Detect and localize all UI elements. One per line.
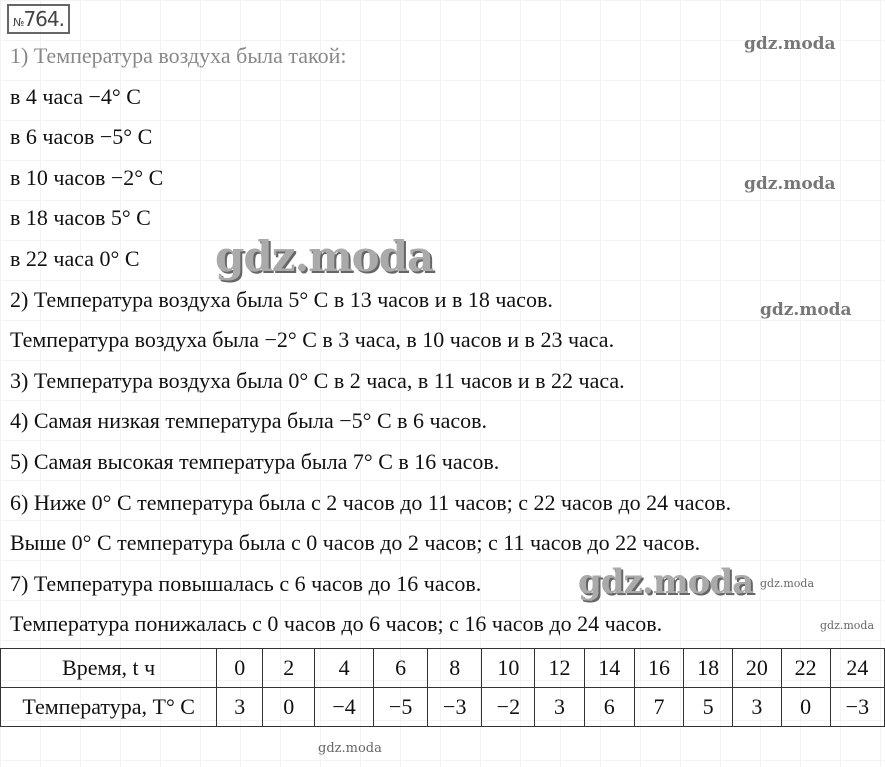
temperature-cell: 3 [217, 688, 263, 727]
time-cell: 10 [482, 649, 535, 688]
time-cell: 4 [315, 649, 374, 688]
solution-line: Выше 0° C температура была с 0 часов до 2 часов; с 11 часов до 22 часов. [10, 530, 701, 556]
row-label: Температура, T° C [1, 688, 217, 727]
problem-number-text: 764. [23, 7, 64, 31]
time-cell: 16 [634, 649, 683, 688]
solution-line: 2) Температура воздуха была 5° C в 13 часов и в 18 часов. [10, 286, 553, 312]
solution-line: 5) Самая высокая температура была 7° C в 16 часов. [10, 449, 500, 474]
time-cell: 0 [217, 649, 263, 688]
solution-line: 3) Температура воздуха была 0° C в 2 часа, в 11 часов и в 22 часа. [10, 367, 625, 393]
watermark: gdz.moda [744, 174, 836, 194]
temperature-cell: −3 [830, 688, 884, 727]
time-cell: 12 [535, 649, 584, 688]
temperature-cell: 0 [781, 688, 830, 727]
time-cell: 20 [733, 649, 781, 688]
temperature-cell: −3 [428, 688, 482, 727]
solution-line: Температура воздуха была −2° C в 3 часа, в 10 часов и в 23 часа. [10, 327, 615, 353]
time-cell: 2 [263, 649, 315, 688]
time-temperature-table [0, 648, 885, 727]
solution-line: 7) Температура повышалась с 6 часов до 16 часов. [10, 570, 482, 596]
watermark: gdz.moda [820, 619, 875, 632]
watermark: gdz.moda [760, 577, 815, 590]
solution-line: в 4 часа −4° C [10, 83, 141, 109]
temperature-cell: 0 [263, 688, 315, 727]
solution-line: Температура понижалась с 0 часов до 6 часов; с 16 часов до 24 часов. [10, 611, 663, 637]
time-cell: 22 [781, 649, 830, 688]
solution-line: в 6 часов −5° C [10, 124, 153, 150]
watermark: gdz.moda [760, 300, 852, 320]
temperature-cell: −2 [482, 688, 535, 727]
temperature-cell: −4 [315, 688, 374, 727]
time-row [1, 649, 885, 688]
time-cell: 14 [584, 649, 634, 688]
time-cell: 18 [684, 649, 733, 688]
row-label: Время, t ч [1, 649, 217, 688]
problem-number: №764. [7, 4, 70, 34]
watermark: gdz.moda [744, 34, 836, 54]
temperature-cell: 3 [733, 688, 781, 727]
temperature-cell: 6 [584, 688, 634, 727]
time-cell: 24 [830, 649, 884, 688]
solution-line: 1) Температура воздуха была такой: [10, 43, 347, 68]
temperature-cell: 7 [634, 688, 683, 727]
watermark: gdz.moda [578, 562, 754, 602]
temperature-row [1, 688, 885, 727]
watermark: gdz.moda [215, 232, 434, 281]
time-cell: 8 [428, 649, 482, 688]
solution-line: в 22 часа 0° C [10, 246, 140, 271]
temperature-cell: 3 [535, 688, 584, 727]
solution-line: 6) Ниже 0° C температура была с 2 часов до 11 часов; с 22 часов до 24 часов. [10, 489, 732, 515]
solution-line: 4) Самая низкая температура была −5° C в 6 часов. [10, 408, 487, 434]
time-cell: 6 [374, 649, 428, 688]
solution-line: в 10 часов −2° C [10, 164, 164, 190]
temperature-cell: 5 [684, 688, 733, 727]
temperature-cell: −5 [374, 688, 428, 727]
solution-line: в 18 часов 5° C [10, 205, 151, 231]
watermark: gdz.moda [318, 741, 382, 756]
